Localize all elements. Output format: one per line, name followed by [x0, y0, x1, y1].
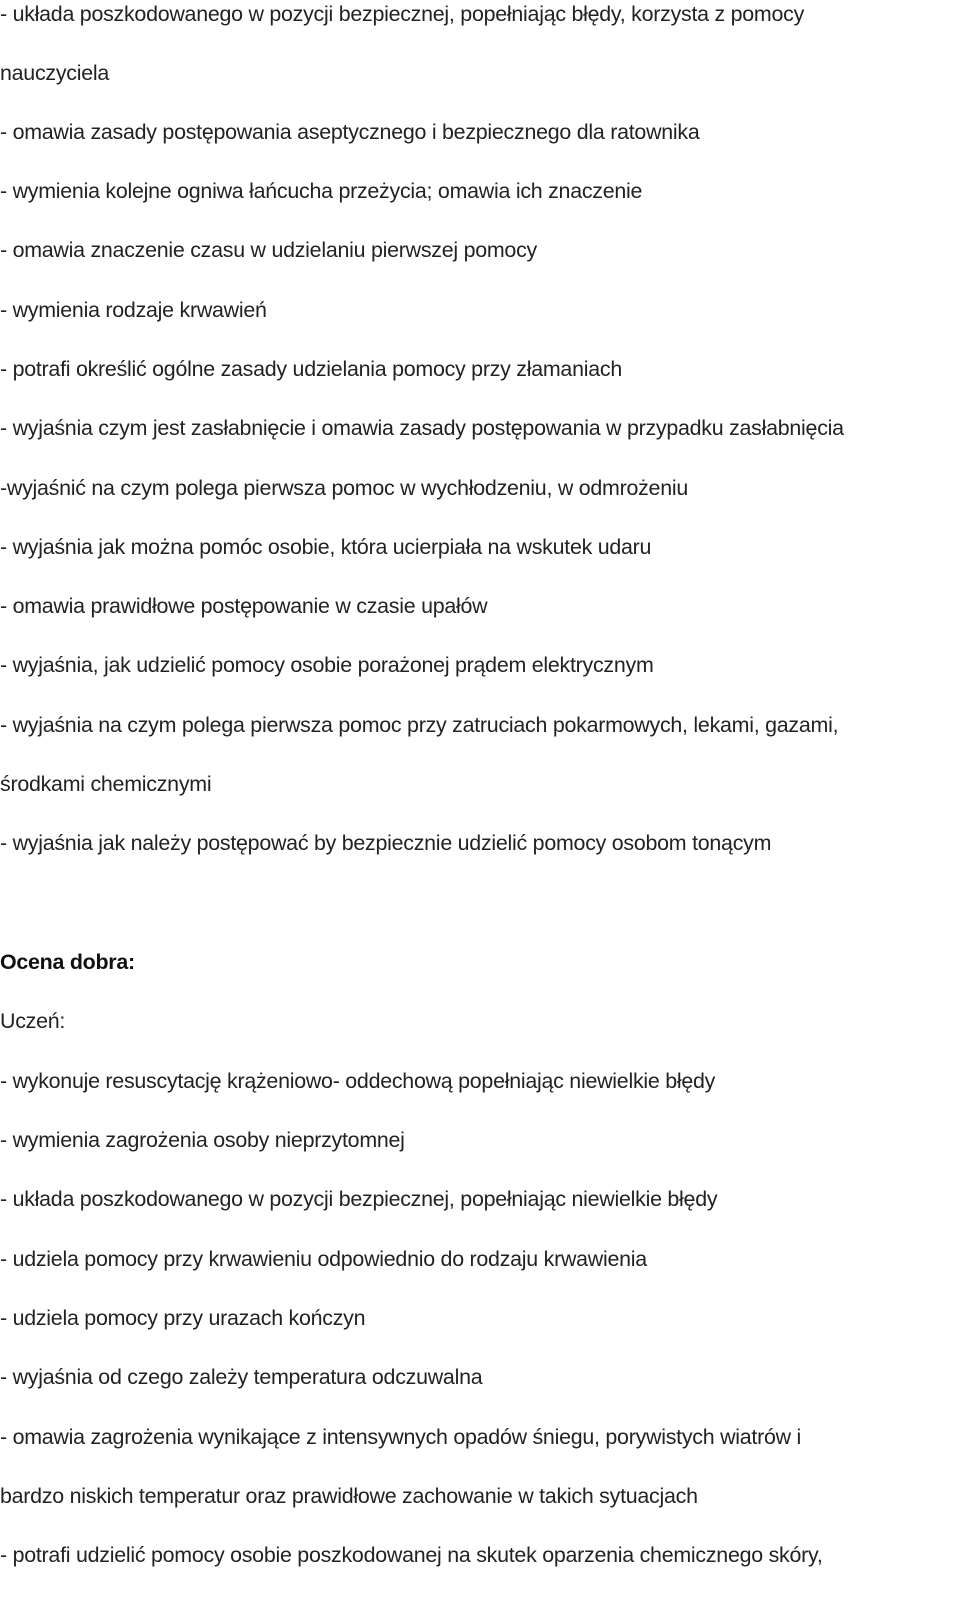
list-item: - potrafi udzielić pomocy osobie poszkodowanej na skutek oparzenia chemicznego skóry,	[0, 1543, 823, 1567]
list-item: - wyjaśnia jak należy postępować by bezpiecznie udzielić pomocy osobom tonącym	[0, 831, 772, 855]
list-item: - wyjaśnia, jak udzielić pomocy osobie porażonej prądem elektrycznym	[0, 653, 654, 677]
list-item: - omawia zasady postępowania aseptycznego i bezpiecznego dla ratownika	[0, 120, 700, 144]
list-item: - udziela pomocy przy krwawieniu odpowiednio do rodzaju krwawienia	[0, 1247, 647, 1271]
list-item: -wyjaśnić na czym polega pierwsza pomoc w wychłodzeniu, w odmrożeniu	[0, 476, 689, 500]
list-item: - omawia zagrożenia wynikające z intensywnych opadów śniegu, porywistych wiatrów i	[0, 1425, 802, 1449]
list-item: - wyjaśnia na czym polega pierwsza pomoc przy zatruciach pokarmowych, lekami, gazami,	[0, 713, 839, 737]
list-item: - udziela pomocy przy urazach kończyn	[0, 1306, 366, 1330]
list-item: - omawia znaczenie czasu w udzielaniu pierwszej pomocy	[0, 238, 537, 262]
list-item: nauczyciela	[0, 61, 110, 85]
list-item: - wymienia kolejne ogniwa łańcucha przeżycia; omawia ich znaczenie	[0, 179, 643, 203]
list-item: - wyjaśnia od czego zależy temperatura odczuwalna	[0, 1365, 483, 1389]
list-item: - wymienia rodzaje krwawień	[0, 298, 267, 322]
list-item: - wymienia zagrożenia osoby nieprzytomnej	[0, 1128, 405, 1152]
list-item: - wykonuje resuscytację krążeniowo- oddechową popełniając niewielkie błędy	[0, 1069, 716, 1093]
list-item: - omawia prawidłowe postępowanie w czasie upałów	[0, 594, 488, 618]
list-item: - wyjaśnia jak można pomóc osobie, która ucierpiała na wskutek udaru	[0, 535, 652, 559]
list-item: bardzo niskich temperatur oraz prawidłowe zachowanie w takich sytuacjach	[0, 1484, 698, 1508]
list-item: - układa poszkodowanego w pozycji bezpiecznej, popełniając niewielkie błędy	[0, 1187, 718, 1211]
list-item: - potrafi określić ogólne zasady udzielania pomocy przy złamaniach	[0, 357, 622, 381]
list-item: środkami chemicznymi	[0, 772, 212, 796]
list-item: - wyjaśnia czym jest zasłabnięcie i omawia zasady postępowania w przypadku zasłabnięcia	[0, 416, 844, 440]
section-subject: Uczeń:	[0, 1009, 66, 1033]
list-item: - układa poszkodowanego w pozycji bezpiecznej, popełniając błędy, korzysta z pomocy	[0, 2, 805, 26]
section-heading: Ocena dobra:	[0, 950, 135, 974]
